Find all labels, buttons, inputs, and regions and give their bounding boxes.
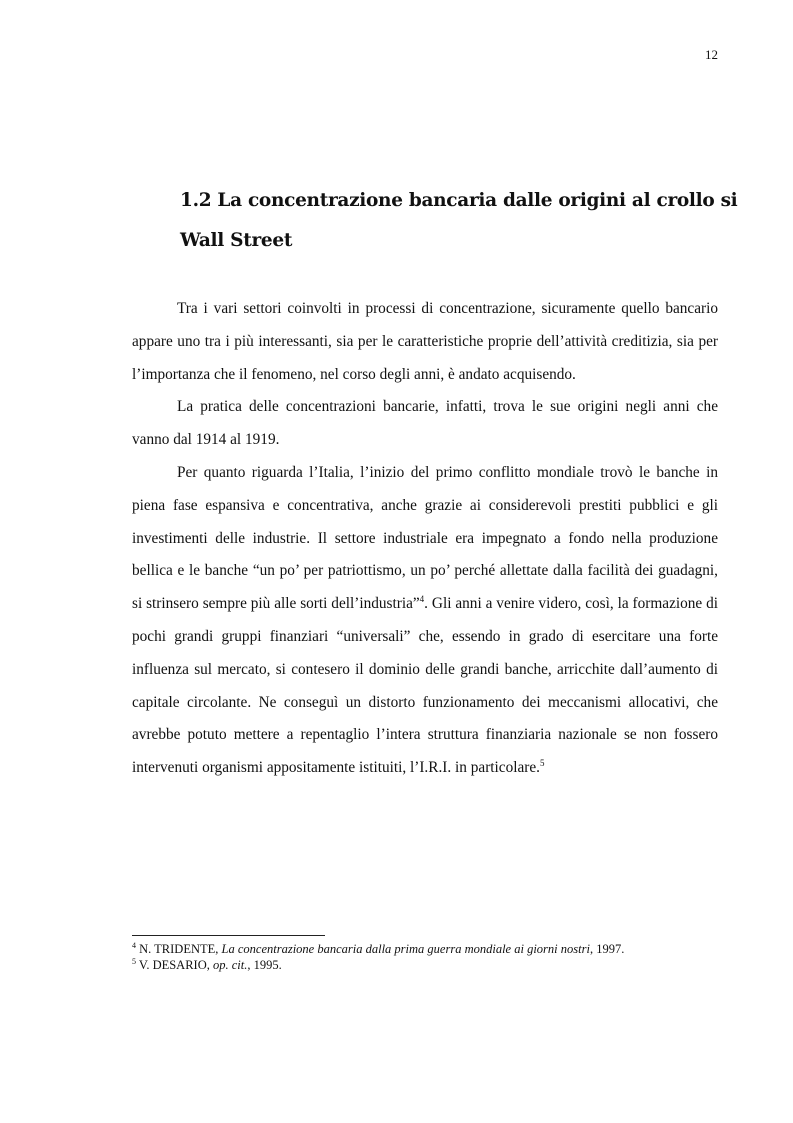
section-title-line-1: 1.2 La concentrazione bancaria dalle origini al crollo si	[180, 190, 738, 211]
footnote-5	[132, 957, 722, 973]
footnote-mark: 4	[132, 940, 136, 950]
footnote-author: N. TRIDENTE,	[139, 942, 222, 956]
paragraph-3	[132, 457, 718, 785]
page-number: 12	[705, 47, 718, 62]
footnote-year: , 1997.	[589, 942, 625, 956]
paragraph-2: La pratica delle concentrazioni bancarie, infatti, trova le sue origini negli anni che vanno dal 1914 al 1919.	[132, 398, 718, 449]
footnote-divider	[132, 935, 325, 936]
footnote-mark: 5	[132, 956, 136, 966]
footnote-4	[132, 941, 722, 957]
footnote-title: La concentrazione bancaria dalla prima guerra mondiale ai giorni nostri	[221, 942, 590, 956]
footnote-author: V. DESARIO,	[138, 958, 213, 972]
paragraph-3-part-1: Per quanto riguarda l’Italia, l’inizio del primo conflitto mondiale trovò le banche in piena fase espansiva e concentrativa, anche grazie ai considerevoli prestiti pubblici e gli investimenti delle industrie. Il settore industriale era impegnato a fondo nella produzione bellica e le banche “un po’ per patriottismo, un po’ perché allettate dalla facilità dei guadagni, si strinsero sempre più alle sorti dell’industria”	[132, 463, 718, 613]
paragraph-1: Tra i vari settori coinvolti in processi di concentrazione, sicuramente quello bancario appare uno tra i più interessanti, sia per le caratteristiche proprie dell’attività creditizia, sia per l’importanza che il fenomeno, nel corso degli anni, è andato acquisendo.	[132, 300, 718, 383]
body-text	[132, 293, 718, 785]
footnotes	[132, 941, 722, 973]
section-title-line-2: Wall Street	[180, 230, 293, 251]
footnote-reference-4: 4	[419, 594, 425, 605]
footnote-year: , 1995.	[247, 958, 282, 972]
footnote-title: op. cit.	[213, 958, 248, 972]
footnote-reference-5: 5	[539, 758, 545, 769]
paragraph-3-part-2: . Gli anni a venire videro, così, la formazione di pochi grandi gruppi finanziari “universali” che, essendo in grado di esercitare una forte influenza sul mercato, si contesero il dominio delle grandi banche, arricchite dall’aumento di capitale circolante. Ne conseguì un distorto funzionamento dei meccanismi allocativi, che avrebbe potuto mettere a repentaglio l’intera struttura finanziaria nazionale se non fossero intervenuti organismi appositamente istituiti, l’I.R.I. in particolare.	[132, 595, 718, 777]
section-title	[180, 181, 738, 261]
